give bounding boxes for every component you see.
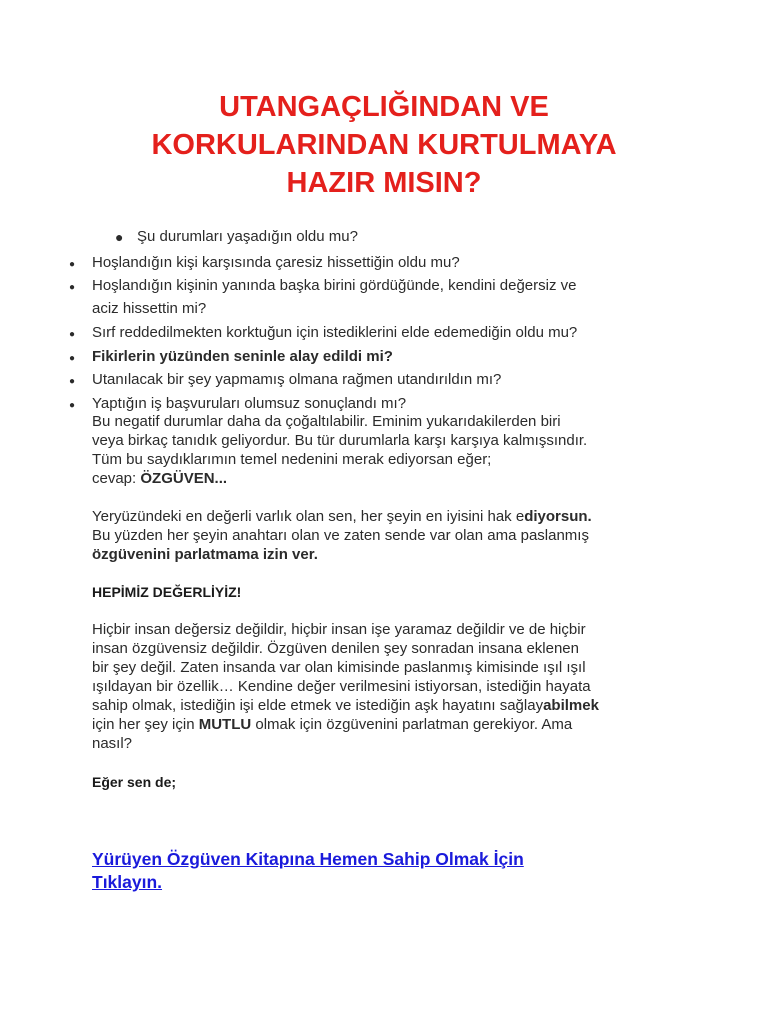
- paragraph-text: olmak için özgüvenini parlatman gerekiyor. Ama: [251, 716, 573, 733]
- bullet-dot-icon: ●: [69, 400, 76, 411]
- paragraph-line: ışıldayan bir özellik… Kendine değer verilmesini istiyorsan, istediğin hayata: [92, 678, 591, 695]
- title-line: HAZIR MISIN?: [286, 167, 482, 199]
- paragraph-text-bold: abilmek: [543, 697, 599, 714]
- paragraph-line: nasıl?: [92, 735, 133, 752]
- list-item-text: Hoşlandığın kişi karşısında çaresiz hissettiğin oldu mu?: [92, 254, 460, 271]
- bullet-dot-icon: ●: [69, 353, 76, 364]
- list-item-text: Yaptığın iş başvuruları olumsuz sonuçlandı mı?: [92, 395, 407, 412]
- title-line: KORKULARINDAN KURTULMAYA: [151, 129, 617, 161]
- paragraph-line: Bu yüzden her şeyin anahtarı olan ve zaten sende var olan ama paslanmış: [92, 527, 589, 544]
- bullet-dot-icon: ●: [69, 376, 76, 387]
- title-line: UTANGAÇLIĞINDAN VE: [219, 91, 549, 123]
- bullet-dot-icon: ●: [69, 259, 76, 270]
- answer-line: [92, 469, 227, 489]
- paragraph-line: Hiçbir insan değersiz değildir, hiçbir insan işe yaramaz değildir ve de hiçbir: [92, 621, 586, 638]
- list-item-text: Hoşlandığın kişinin yanında başka birini gördüğünde, kendini değersiz ve: [92, 277, 577, 294]
- page-title: [60, 88, 708, 202]
- paragraph-line: [92, 696, 599, 716]
- section-heading: HEPİMİZ DEĞERLİYİZ!: [92, 584, 242, 600]
- list-item-text: aciz hissettin mi?: [92, 300, 207, 317]
- intro-bullet-text: Şu durumları yaşadığın oldu mu?: [137, 228, 358, 245]
- paragraph-line: bir şey değil. Zaten insanda var olan kimisinde paslanmış kimisinde ışıl ışıl: [92, 659, 586, 676]
- paragraph-text: sahip olmak, istediğin işi elde etmek ve istediğin aşk hayatını sağlay: [92, 697, 544, 714]
- paragraph-line: Bu negatif durumlar daha da çoğaltılabilir. Eminim yukarıdakilerden biri: [92, 413, 561, 430]
- list-item-text: Fikirlerin yüzünden seninle alay edildi mi?: [92, 348, 393, 365]
- paragraph-line: Tüm bu saydıklarımın temel nedenini merak ediyorsan eğer;: [92, 451, 492, 468]
- closing-line: Eğer sen de;: [92, 774, 177, 790]
- paragraph-text: için her şey için: [92, 716, 199, 733]
- paragraph-line: veya birkaç tanıdık geliyordur. Bu tür durumlarla karşı karşıya kalmışsındır.: [92, 432, 588, 449]
- paragraph-line: [92, 715, 572, 735]
- answer-bold: ÖZGÜVEN...: [140, 470, 228, 487]
- paragraph-line: insan özgüvensiz değildir. Özgüven denilen şey sonradan insana eklenen: [92, 640, 579, 657]
- list-item-text: Utanılacak bir şey yapmamış olmana rağmen utandırıldın mı?: [92, 371, 502, 388]
- list-item-text: Sırf reddedilmekten korktuğun için istediklerini elde edemediğin oldu mu?: [92, 324, 578, 341]
- paragraph-text: Yeryüzündeki en değerli varlık olan sen, her şeyin en iyisini hak e: [92, 508, 525, 525]
- paragraph-line: [92, 507, 592, 527]
- mutlu-bold: MUTLU: [198, 716, 252, 733]
- book-link-line[interactable]: Tıklayın.: [92, 872, 163, 892]
- book-link[interactable]: [92, 848, 524, 894]
- paragraph-text-bold: diyorsun.: [524, 508, 592, 525]
- paragraph-line: özgüvenini parlatmama izin ver.: [92, 546, 318, 563]
- answer-prefix: cevap:: [92, 470, 141, 487]
- bullet-dot-icon: ●: [69, 282, 76, 293]
- bullet-dot-icon: ●: [69, 329, 76, 340]
- bullet-dot-icon: ●: [115, 229, 124, 245]
- book-link-line[interactable]: Yürüyen Özgüven Kitapına Hemen Sahip Olmak İçin: [92, 849, 524, 869]
